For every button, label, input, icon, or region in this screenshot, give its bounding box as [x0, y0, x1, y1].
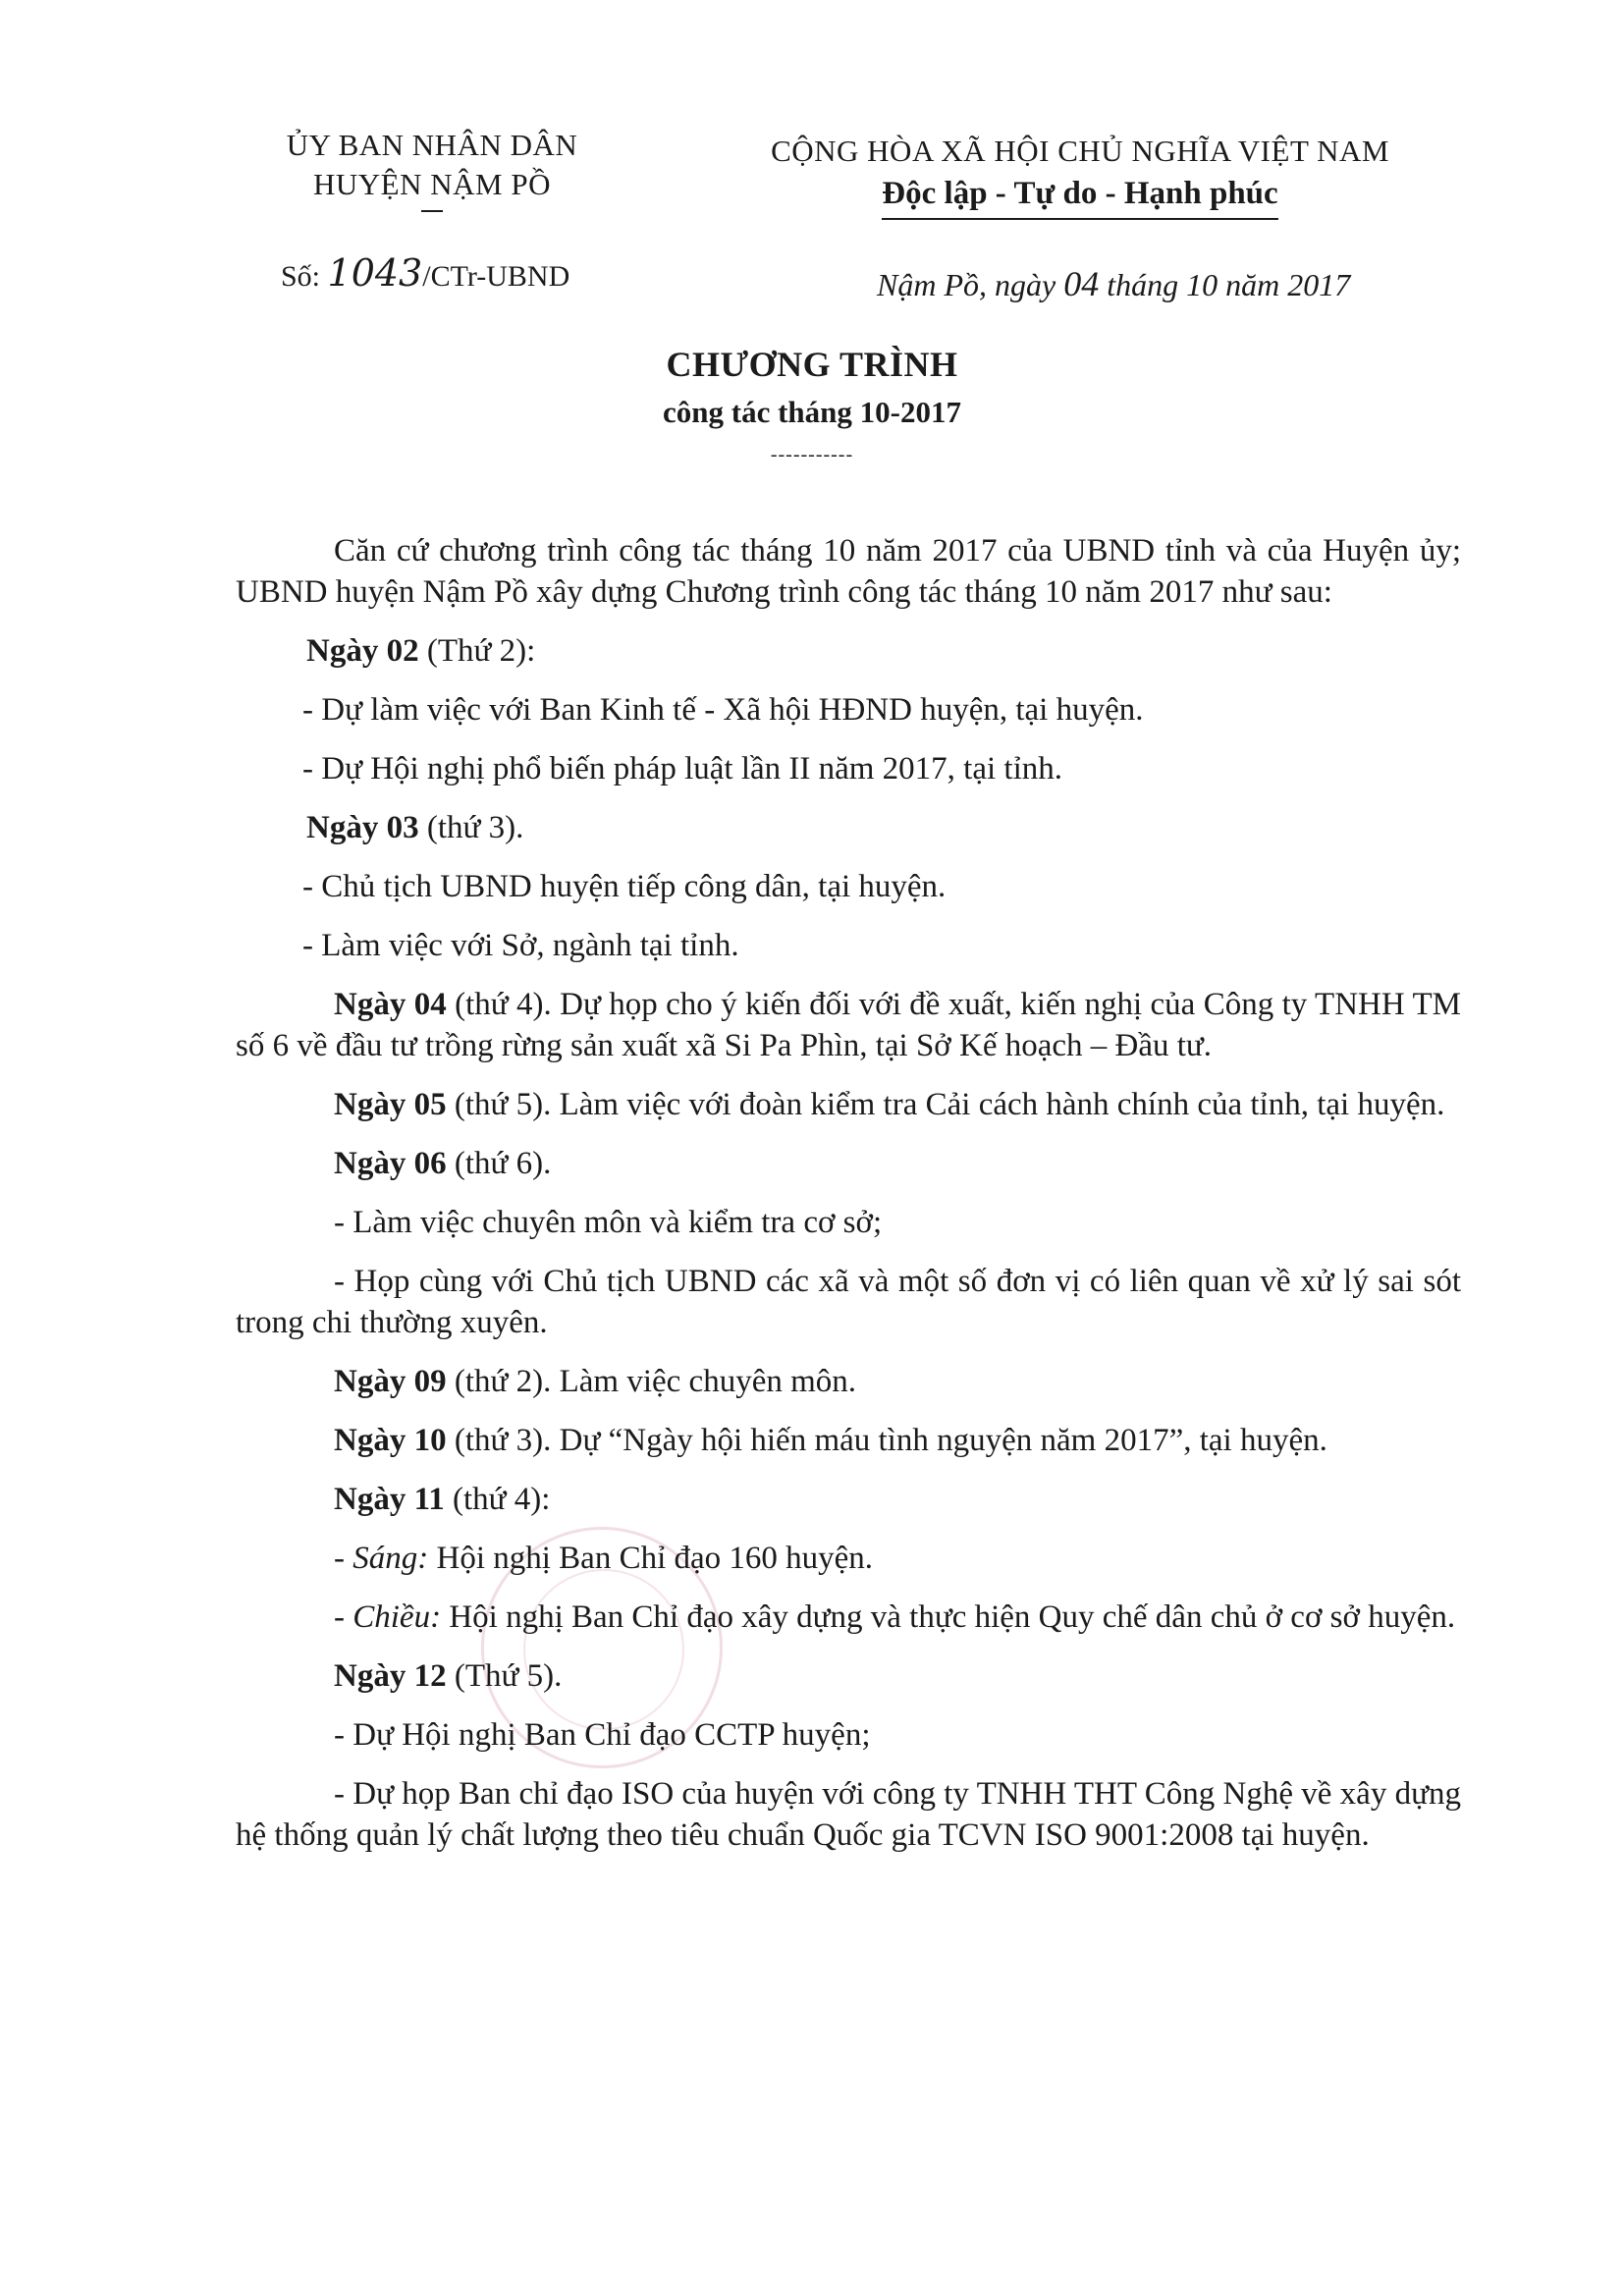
day-weekday: (thứ 4):	[444, 1482, 551, 1517]
day-09-entry	[236, 1361, 1461, 1402]
document-subtitle: công tác tháng 10-2017	[663, 395, 961, 429]
day-05-entry	[236, 1084, 1461, 1125]
day-label: Ngày 04	[334, 987, 447, 1022]
item-dash: -	[334, 1599, 353, 1635]
date-suffix: tháng 10 năm 2017	[1107, 267, 1351, 302]
day-03-heading	[236, 807, 1461, 848]
session-label-afternoon: Chiều:	[352, 1599, 442, 1635]
session-label-morning: Sáng:	[352, 1541, 429, 1576]
issuing-authority	[236, 126, 628, 204]
item-text: Hội nghị Ban Chỉ đạo 160 huyện.	[428, 1541, 874, 1576]
issue-date	[877, 263, 1350, 304]
day-10-entry	[236, 1420, 1461, 1461]
day-02-item-2: - Dự Hội nghị phổ biến pháp luật lần II năm 2017, tại tỉnh.	[302, 751, 1063, 786]
nation-title: CỘNG HÒA XÃ HỘI CHỦ NGHĨA VIỆT NAM	[771, 134, 1389, 168]
day-11-item-2	[236, 1597, 1461, 1638]
day-label: Ngày 11	[334, 1482, 445, 1517]
day-label: Ngày 09	[334, 1364, 447, 1399]
day-label: Ngày 12	[334, 1658, 447, 1694]
day-label: Ngày 03	[306, 810, 419, 845]
doc-number-suffix: /CTr-UBND	[422, 260, 570, 293]
day-03-item-1: - Chủ tịch UBND huyện tiếp công dân, tại huyện.	[302, 869, 947, 904]
day-text: (thứ 4). Dự họp cho ý kiến đối với đề xuất, kiến nghị của Công ty TNHH TM số 6 về đầu tư trồng rừng sản xuất xã Si Pa Phìn, tại Sở Kế hoạch – Đầu tư.	[236, 987, 1461, 1063]
item-dash: -	[334, 1541, 353, 1576]
day-weekday: (thứ 6).	[446, 1146, 552, 1181]
title-divider: -----------	[770, 444, 854, 465]
day-label: Ngày 06	[334, 1146, 447, 1181]
intro-paragraph: Căn cứ chương trình công tác tháng 10 năm 2017 của UBND tỉnh và của Huyện ủy; UBND huyện Nậm Pồ xây dựng Chương trình công tác tháng 10 năm 2017 như sau:	[236, 533, 1461, 610]
day-04-entry	[236, 984, 1461, 1066]
day-03-item-2: - Làm việc với Sở, ngành tại tỉnh.	[302, 928, 739, 963]
day-02-heading	[236, 630, 1461, 672]
day-label: Ngày 02	[306, 633, 419, 669]
day-label: Ngày 10	[334, 1423, 447, 1458]
document-body	[236, 530, 1461, 1873]
doc-number-handwritten: 1043	[327, 251, 423, 295]
day-text: (thứ 3). Dự “Ngày hội hiến máu tình nguyện năm 2017”, tại huyện.	[446, 1423, 1327, 1458]
date-day-handwritten: 04	[1063, 264, 1100, 303]
day-12-item-2: - Dự họp Ban chỉ đạo ISO của huyện với công ty TNHH THT Công Nghệ về xây dựng hệ thống quản lý chất lượng theo tiêu chuẩn Quốc gia TCVN ISO 9001:2008 tại huyện.	[236, 1776, 1461, 1853]
day-11-heading	[236, 1479, 1461, 1520]
day-06-item-2: - Họp cùng với Chủ tịch UBND các xã và một số đơn vị có liên quan về xử lý sai sót trong chi thường xuyên.	[236, 1264, 1461, 1340]
day-label: Ngày 05	[334, 1087, 447, 1122]
day-06-item-1: - Làm việc chuyên môn và kiểm tra cơ sở;	[334, 1205, 883, 1240]
day-12-heading	[236, 1655, 1461, 1697]
document-title: CHƯƠNG TRÌNH	[666, 345, 958, 384]
org-underline	[421, 210, 443, 212]
day-weekday: (Thứ 2):	[418, 633, 536, 669]
item-text: Hội nghị Ban Chỉ đạo xây dựng và thực hiện Quy chế dân chủ ở cơ sở huyện.	[441, 1599, 1456, 1635]
doc-number-prefix: Số:	[281, 260, 321, 293]
day-text: (thứ 5). Làm việc với đoàn kiểm tra Cải cách hành chính của tỉnh, tại huyện.	[446, 1087, 1445, 1122]
document-number	[281, 251, 569, 295]
org-line-2-text: HUYỆN NẬM PỒ	[313, 167, 551, 201]
day-weekday: (Thứ 5).	[446, 1658, 563, 1694]
national-header	[687, 132, 1473, 220]
national-motto: Độc lập - Tự do - Hạnh phúc	[882, 171, 1277, 220]
day-12-item-1: - Dự Hội nghị Ban Chỉ đạo CCTP huyện;	[334, 1717, 871, 1753]
day-11-item-1	[236, 1538, 1461, 1579]
day-weekday: (thứ 3).	[418, 810, 524, 845]
day-06-heading	[236, 1143, 1461, 1184]
org-line-2	[313, 165, 551, 204]
org-line-1: ỦY BAN NHÂN DÂN	[286, 128, 578, 162]
date-prefix: Nậm Pồ, ngày	[877, 267, 1056, 302]
day-02-item-1: - Dự làm việc với Ban Kinh tế - Xã hội HĐND huyện, tại huyện.	[302, 692, 1144, 728]
day-text: (thứ 2). Làm việc chuyên môn.	[446, 1364, 857, 1399]
